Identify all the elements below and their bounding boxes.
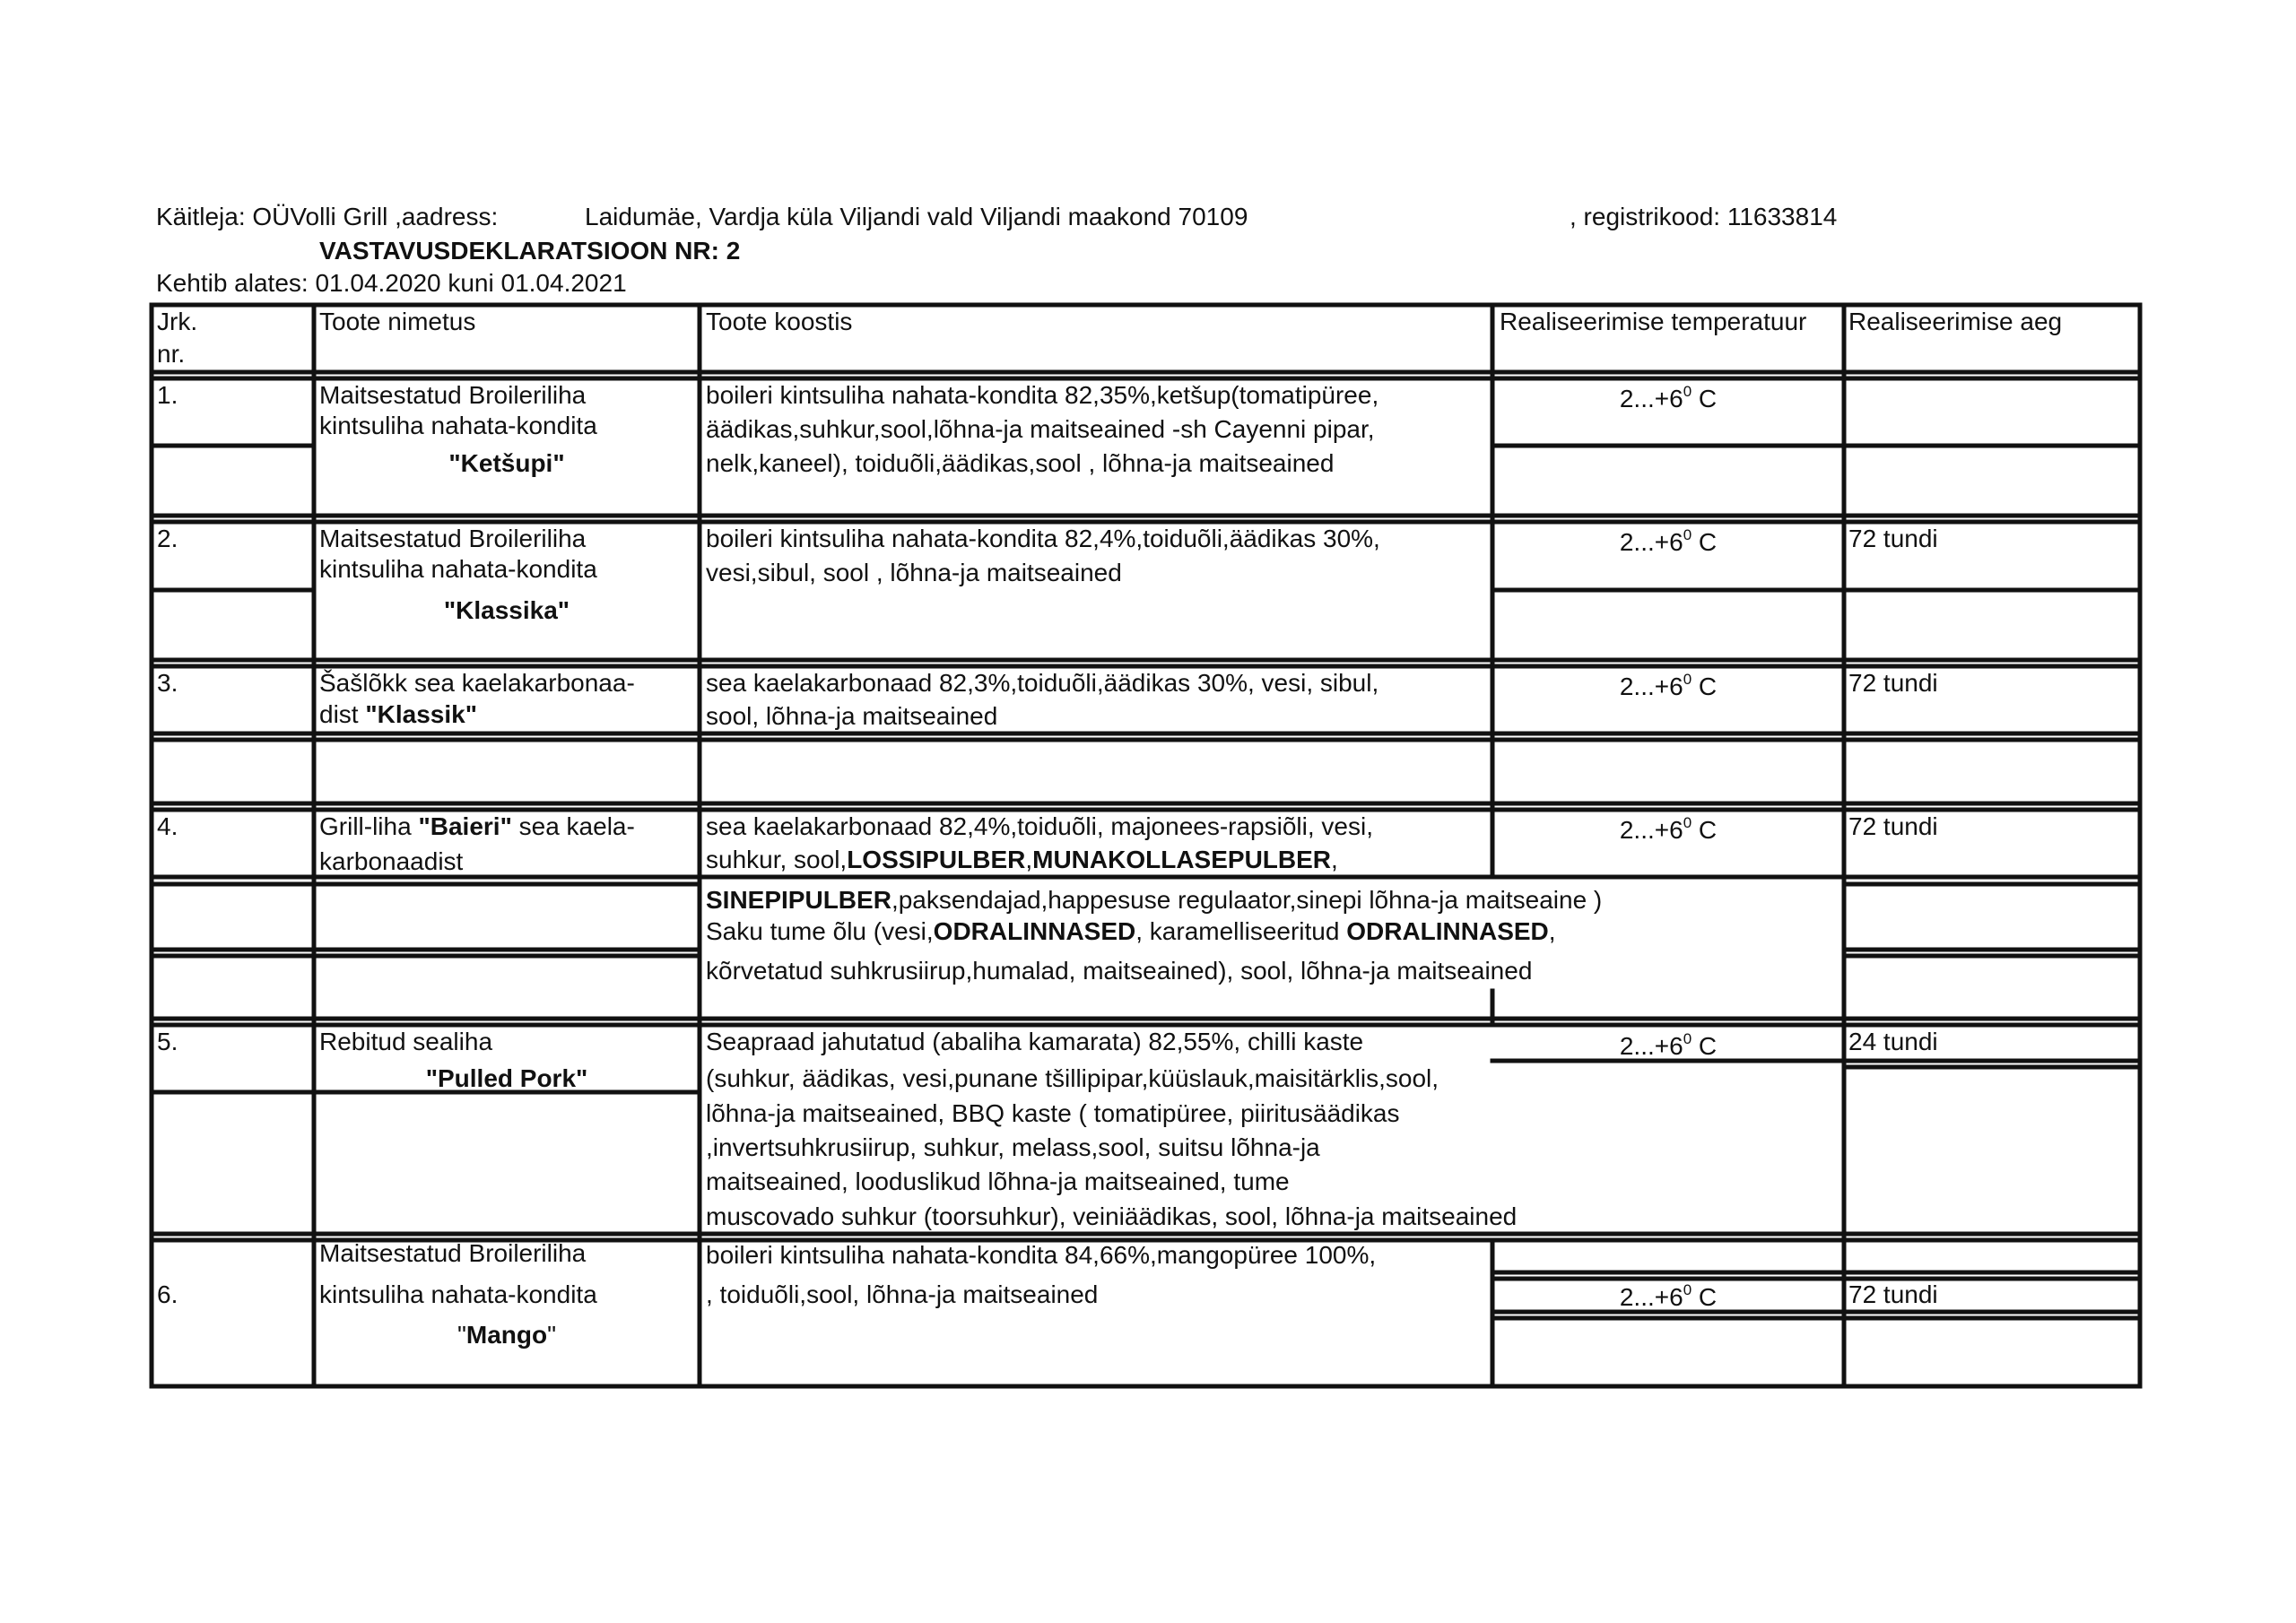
- registry-code: , registrikood: 11633814: [1570, 203, 1838, 230]
- row-4-comp-line5: kõrvetatud suhkrusiirup,humalad, maitseained), sool, lõhna-ja maitseained: [706, 957, 1533, 985]
- row-2-temperature: $2...+6^0$ C: [1619, 525, 1718, 556]
- header-composition: Toote koostis: [706, 308, 853, 335]
- row-5-no: 5.: [157, 1028, 178, 1055]
- row-5-name-line: Rebitud sealiha: [319, 1028, 493, 1055]
- row-2-name-line: Maitsestatud Broileriliha: [319, 525, 587, 552]
- validity-period: Kehtib alates: 01.04.2020 kuni 01.04.2021: [156, 269, 627, 297]
- row-6-name-line: Maitsestatud Broileriliha: [319, 1239, 587, 1267]
- header-temperature: Realiseerimise temperatuur: [1500, 308, 1807, 335]
- row-3-name-line: Šašlõkk sea kaelakarbonaa-: [319, 669, 635, 697]
- row-1-comp-line: boileri kintsuliha nahata-kondita 82,35%,ketšup(tomatipüree,: [706, 381, 1379, 409]
- header-no-line1: Jrk.: [157, 308, 198, 335]
- row-2-time: 72 tundi: [1848, 525, 1938, 552]
- row-1-name-line: Maitsestatud Broileriliha: [319, 381, 587, 409]
- page-title: VASTAVUSDEKLARATSIOON NR: 2: [319, 237, 741, 265]
- row-3-comp-line: sea kaelakarbonaad 82,3%,toiduõli,äädikas 30%, vesi, sibul,: [706, 669, 1379, 697]
- row-6-temperature: $2...+6^0$ C: [1619, 1280, 1718, 1311]
- row-1-name-bold: "Ketšupi": [448, 449, 565, 477]
- row-6-name-line: kintsuliha nahata-kondita: [319, 1280, 597, 1308]
- row-3-comp-line: sool, lõhna-ja maitseained: [706, 702, 998, 730]
- row-3-temperature: $2...+6^0$ C: [1619, 670, 1718, 700]
- row-5-comp-line: ,invertsuhkrusiirup, suhkur, melass,sool, suitsu lõhna-ja: [706, 1133, 1320, 1161]
- row-1-temperature: $2...+6^0$ C: [1619, 382, 1718, 412]
- row-2-no: 2.: [157, 525, 178, 552]
- row-4-temperature: $2...+6^0$ C: [1619, 813, 1718, 844]
- row-3-no: 3.: [157, 669, 178, 697]
- row-6-name-quoted: "Mango": [457, 1321, 557, 1349]
- row-1-name-line: kintsuliha nahata-kondita: [319, 412, 597, 439]
- row-2-comp-line: boileri kintsuliha nahata-kondita 82,4%,toiduõli,äädikas 30%,: [706, 525, 1380, 552]
- row-5-comp-line: Seapraad jahutatud (abaliha kamarata) 82,55%, chilli kaste: [706, 1028, 1364, 1055]
- row-4-name-line1: Grill-liha "Baieri" sea kaela-: [319, 812, 635, 840]
- row-6-time: 72 tundi: [1848, 1280, 1938, 1308]
- row-4-name-line2: karbonaadist: [319, 847, 464, 875]
- row-2-comp-line: vesi,sibul, sool , lõhna-ja maitseained: [706, 559, 1122, 586]
- row-6-comp-line: boileri kintsuliha nahata-kondita 84,66%,mangopüree 100%,: [706, 1241, 1377, 1269]
- row-4-comp-line4: Saku tume õlu (vesi,ODRALINNASED, karamelliseeritud ODRALINNASED,: [706, 917, 1556, 945]
- row-5-comp-line: (suhkur, äädikas, vesi,punane tšillipipar,küüslauk,maisitärklis,sool,: [706, 1064, 1439, 1092]
- row-4-comp-line3: SINEPIPULBER,paksendajad,happesuse regulaator,sinepi lõhna-ja maitseaine ): [706, 886, 1603, 914]
- row-3-name-line2: dist "Klassik": [319, 700, 477, 728]
- row-1-no: 1.: [157, 381, 178, 409]
- row-4-comp-line2: suhkur, sool,LOSSIPULBER,MUNAKOLLASEPULBER,: [706, 846, 1338, 873]
- row-1-comp-line: äädikas,suhkur,sool,lõhna-ja maitseained -sh Cayenni pipar,: [706, 415, 1375, 443]
- handler-label: Käitleja: OÜVolli Grill ,aadress:: [156, 203, 499, 230]
- row-5-temperature: $2...+6^0$ C: [1619, 1029, 1718, 1060]
- handler-address: Laidumäe, Vardja küla Viljandi vald Viljandi maakond 70109: [585, 203, 1248, 230]
- row-5-time: 24 tundi: [1848, 1028, 1938, 1055]
- header-no-line2: nr.: [157, 340, 186, 368]
- header-time: Realiseerimise aeg: [1848, 308, 2063, 335]
- row-2-name-bold: "Klassika": [443, 596, 570, 624]
- row-4-time: 72 tundi: [1848, 812, 1938, 840]
- row-5-comp-line: lõhna-ja maitseained, BBQ kaste ( tomatipüree, piiritusäädikas: [706, 1099, 1400, 1127]
- row-1-comp-line: nelk,kaneel), toiduõli,äädikas,sool , lõhna-ja maitseained: [706, 449, 1335, 477]
- row-2-name-line: kintsuliha nahata-kondita: [319, 555, 597, 583]
- row-5-comp-line: muscovado suhkur (toorsuhkur), veiniäädikas, sool, lõhna-ja maitseained: [706, 1202, 1518, 1230]
- row-4-comp-line1: sea kaelakarbonaad 82,4%,toiduõli, majonees-rapsiõli, vesi,: [706, 812, 1373, 840]
- row-5-comp-line: maitseained, looduslikud lõhna-ja maitseained, tume: [706, 1167, 1290, 1195]
- row-6-comp-line: , toiduõli,sool, lõhna-ja maitseained: [706, 1280, 1099, 1308]
- row-4-no: 4.: [157, 812, 178, 840]
- row-5-name-bold: "Pulled Pork": [425, 1064, 588, 1092]
- header-name: Toote nimetus: [319, 308, 476, 335]
- row-6-no: 6.: [157, 1280, 178, 1308]
- row-3-time: 72 tundi: [1848, 669, 1938, 697]
